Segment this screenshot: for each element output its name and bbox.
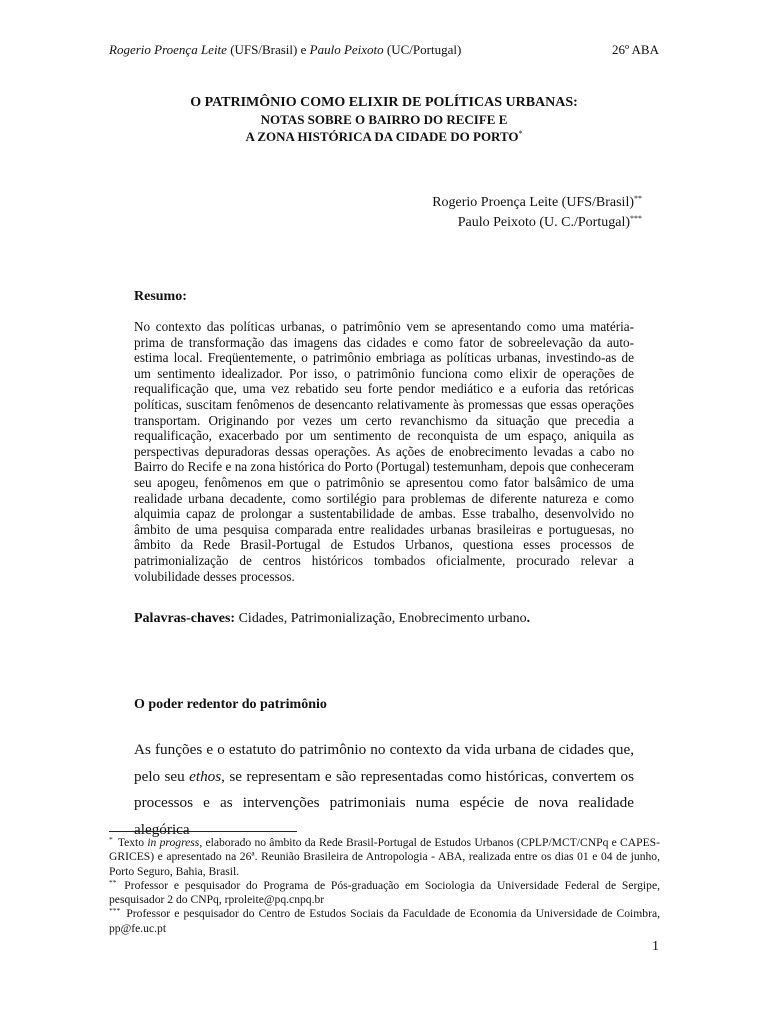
title-line-1: O PATRIMÔNIO COMO ELIXIR DE POLÍTICAS URBANAS: — [190, 95, 578, 110]
section-text-2: , se representam e são representadas como históricas, convertem os processos e as intervenções patrimoniais numa espécie de nova realidade alegórica — [134, 767, 634, 838]
abstract-heading: Resumo: — [134, 289, 187, 304]
header-event: 26º ABA — [611, 42, 659, 57]
section-text-1: As funções e o estatuto do patrimônio no contexto da vida urbana de cidades que, pelo seu — [134, 741, 634, 785]
title-footnote-mark: * — [518, 129, 523, 138]
page-number: 1 — [652, 939, 659, 954]
footnote-1-post: elaborado no âmbito da Rede Brasil-Portugal de Estudos Urbanos (CPLP/MCT/CNPq e CAPES-GRICES) e apresentado na 26ª. Reunião Brasileira de Antropologia - ABA, realizada entre os dias 01 e 04 de junho, Porto Seguro, Bahia, Brasil. — [109, 836, 660, 878]
author-list — [432, 193, 642, 233]
author-2-mark: *** — [630, 214, 642, 223]
section-heading: O poder redentor do patrimônio — [134, 697, 327, 712]
footnotes — [109, 836, 660, 936]
section-paragraph — [134, 737, 634, 843]
footnote-1 — [109, 836, 660, 879]
abstract-text: No contexto das políticas urbanas, o patrimônio vem se apresentando como uma matéria-prima de transformação das imagens das cidades e como fator de sobreelevação da auto-estima local. Freqüentemente, o patrimônio embriaga as políticas urbanas, investindo-as de um sentimento idealizador. Por isso, o patrimônio funciona como elixir de operações de requalificação que, uma vez rebatido seu forte pendor mediático e a euforia das retóricas políticas, suscitam fenômenos de desencanto relativamente às promessas que essas operações transportam. Originando por vezes um certo revanchismo da situação que precedia a requalificação, exacerbado por um sentimento de reconquista de um espaço, aniquila as perspectivas depuradoras dessas operações. As ações de enobrecimento levadas a cabo no Bairro do Recife e na zona histórica do Porto (Portugal) testemunham, depois que conheceram seu apogeu, fenômenos em que o patrimônio se apresentou como fator balsâmico de uma realidade urbana decadente, como sortilégio para problemas de diferente natureza e como alquimia capaz de prolongar a sustentabilidade de ambas. Esse trabalho, desenvolvido no âmbito de uma pesquisa comparada entre realidades urbanas brasileiras e portuguesas, no âmbito da Rede Brasil-Portugal de Estudos Urbanos, questiona esses processos de patrimonialização de centros históricos tombados oficialmente, procurado relevar a volubilidade desses processos. — [134, 319, 634, 584]
paper-title — [110, 94, 658, 145]
keywords-label: Palavras-chaves: — [134, 611, 236, 626]
header-affiliation-1: (UFS/Brasil) e — [226, 42, 310, 57]
header-author-1: Rogerio Proença Leite — [109, 42, 227, 57]
footnote-2 — [109, 879, 660, 908]
footnote-3-mark: *** — [109, 906, 121, 916]
footnote-3 — [109, 907, 660, 936]
author-1-mark: ** — [634, 194, 642, 203]
title-line-3-text: A ZONA HISTÓRICA DA CIDADE DO PORTO — [245, 129, 519, 144]
author-2-name: Paulo Peixoto (U. C./Portugal) — [457, 215, 630, 230]
footnote-1-mark: * — [109, 835, 113, 844]
section-italic-term: ethos — [189, 767, 222, 785]
abstract-body — [134, 319, 634, 584]
keywords-end: . — [526, 611, 531, 626]
author-1 — [432, 193, 642, 213]
header-author-2: Paulo Peixoto — [309, 42, 384, 57]
footnote-divider — [109, 831, 297, 832]
author-2 — [432, 213, 642, 233]
keywords — [134, 611, 530, 627]
keywords-text: Cidades, Patrimonialização, Enobrecimento urbano — [235, 611, 527, 626]
footnote-2-text: Professor e pesquisador do Programa de Pós-graduação em Sociologia da Universidade Federal de Sergipe, pesquisador 2 do CNPq, rproleite@pq.cnpq.br — [109, 878, 660, 907]
section-body — [134, 737, 634, 843]
title-line-3 — [110, 128, 658, 145]
header-authors — [109, 42, 461, 58]
footnote-1-italic: in progress, — [147, 836, 203, 849]
author-1-name: Rogerio Proença Leite (UFS/Brasil) — [432, 195, 634, 210]
footnote-1-pre: Texto — [117, 836, 148, 849]
footnote-2-mark: ** — [109, 877, 117, 887]
footnote-3-text: Professor e pesquisador do Centro de Estudos Sociais da Faculdade de Economia da Universidade de Coimbra, pp@fe.uc.pt — [109, 907, 660, 935]
title-line-2: NOTAS SOBRE O BAIRRO DO RECIFE E — [260, 112, 508, 127]
header-affiliation-2: (UC/Portugal) — [383, 42, 462, 57]
